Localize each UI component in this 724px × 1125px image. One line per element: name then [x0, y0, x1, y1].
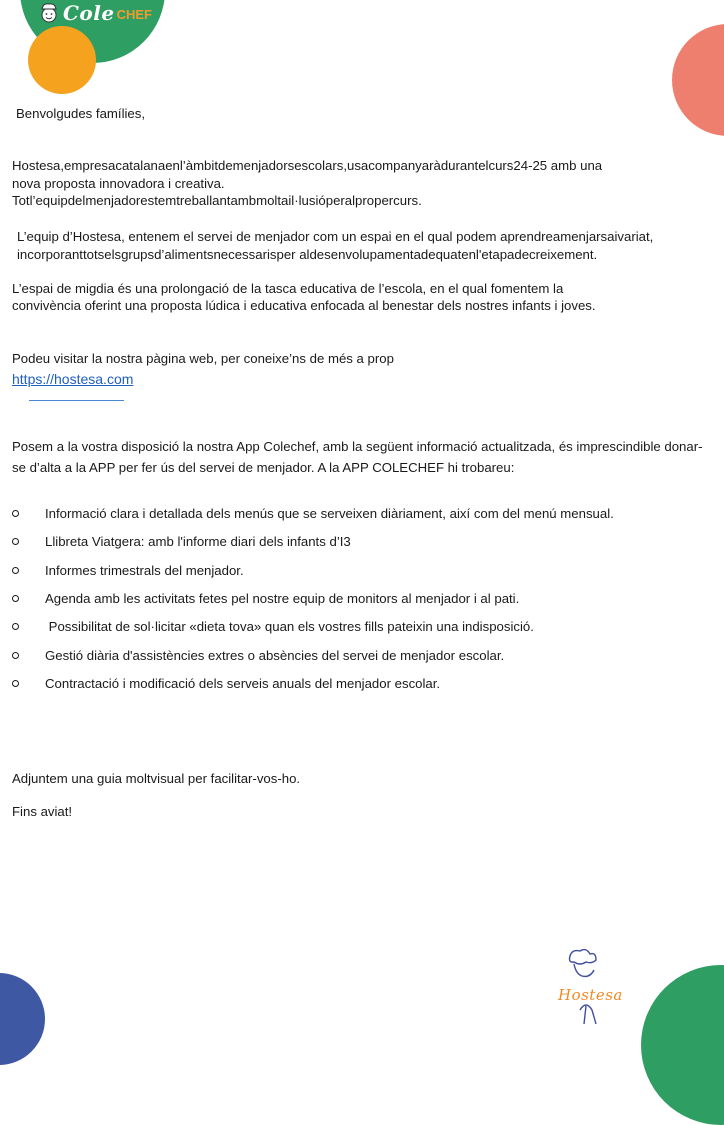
list-item-text: Informes trimestrals del menjador.	[45, 563, 244, 578]
hostesa-website-link[interactable]: https://hostesa.com	[12, 371, 134, 387]
bullet-circle-icon	[12, 680, 19, 687]
paragraph-1-line-2: nova proposta innovadora i creativa.	[12, 176, 225, 191]
decorative-circle-orange	[28, 26, 96, 94]
paragraph-2-line-1: L’equip d’Hostesa, entenem el servei de menjador com un espai en el qual podem aprendreamenjarsaivariat,	[17, 229, 654, 244]
link-divider	[29, 400, 124, 401]
bullet-circle-icon	[12, 510, 19, 517]
decorative-circle-salmon	[672, 24, 724, 136]
list-item	[12, 506, 614, 521]
decorative-circle-blue	[0, 973, 45, 1065]
chef-face-icon	[38, 2, 60, 24]
logo-cole-text: Cole	[63, 1, 115, 25]
list-item	[12, 534, 351, 549]
paragraph-3-line-2: convivència oferint una proposta lúdica i educativa enfocada al benestar dels nostres infants i joves.	[12, 298, 596, 313]
paragraph-3-line-1: L’espai de migdia és una prolongació de la tasca educativa de l’escola, en el qual fomentem la	[12, 281, 564, 296]
list-item-text: Informació clara i detallada dels menús que se serveixen diàriament, així com del menú mensual.	[45, 506, 614, 521]
paragraph-1-line-1: Hostesa,empresacatalanaenl’àmbitdemenjadorsescolars,usacompanyaràdurantelcurs24-25 amb una	[12, 158, 603, 173]
guide-note: Adjuntem una guia moltvisual per facilitar-vos-ho.	[12, 771, 301, 786]
list-item-text: Possibilitat de sol·licitar «dieta tova» quan els vostres fills pateixin una indisposició.	[45, 619, 534, 634]
bullet-circle-icon	[12, 538, 19, 545]
logo-chef-text: CHEF	[116, 6, 152, 22]
list-item-text: Contractació i modificació dels serveis anuals del menjador escolar.	[45, 676, 441, 691]
paragraph-1-line-3: Totl’equipdelmenjadorestemtreballantambmoltail·lusióperalpropercurs.	[12, 193, 422, 208]
colechef-logo	[38, 0, 152, 26]
web-intro: Podeu visitar la nostra pàgina web, per coneixe’ns de més a prop	[12, 351, 394, 366]
greeting: Benvolgudes famílies,	[16, 106, 146, 121]
list-item-text: Gestió diària d'assistències extres o absències del servei de menjador escolar.	[45, 648, 505, 663]
bullet-circle-icon	[12, 623, 19, 630]
decorative-circle-green-bottom	[641, 965, 724, 1125]
list-item	[12, 648, 504, 663]
list-item	[12, 676, 440, 691]
hostesa-logo-text: Hostesa	[558, 986, 623, 1004]
paragraph-2-line-2: incorporanttotselsgrupsd’alimentsnecessarisper aldesenvolupamentadequatenl'etapadecreixement.	[17, 247, 598, 262]
list-item	[12, 619, 534, 634]
list-item-text: Llibreta Viatgera: amb l'informe diari dels infants d’I3	[45, 534, 351, 549]
bullet-circle-icon	[12, 567, 19, 574]
closing: Fins aviat!	[12, 804, 73, 819]
bullet-circle-icon	[12, 652, 19, 659]
list-item	[12, 563, 244, 578]
bullet-circle-icon	[12, 595, 19, 602]
app-intro-line-2: se d’alta a la APP per fer ús del servei de menjador. A la APP COLECHEF hi trobareu:	[12, 460, 515, 475]
list-item-text: Agenda amb les activitats fetes pel nostre equip de monitors al menjador i al pati.	[45, 591, 520, 606]
list-item	[12, 591, 519, 606]
app-intro-line-1: Posem a la vostra disposició la nostra App Colechef, amb la següent informació actualitzada, és imprescindible donar-	[12, 439, 703, 454]
